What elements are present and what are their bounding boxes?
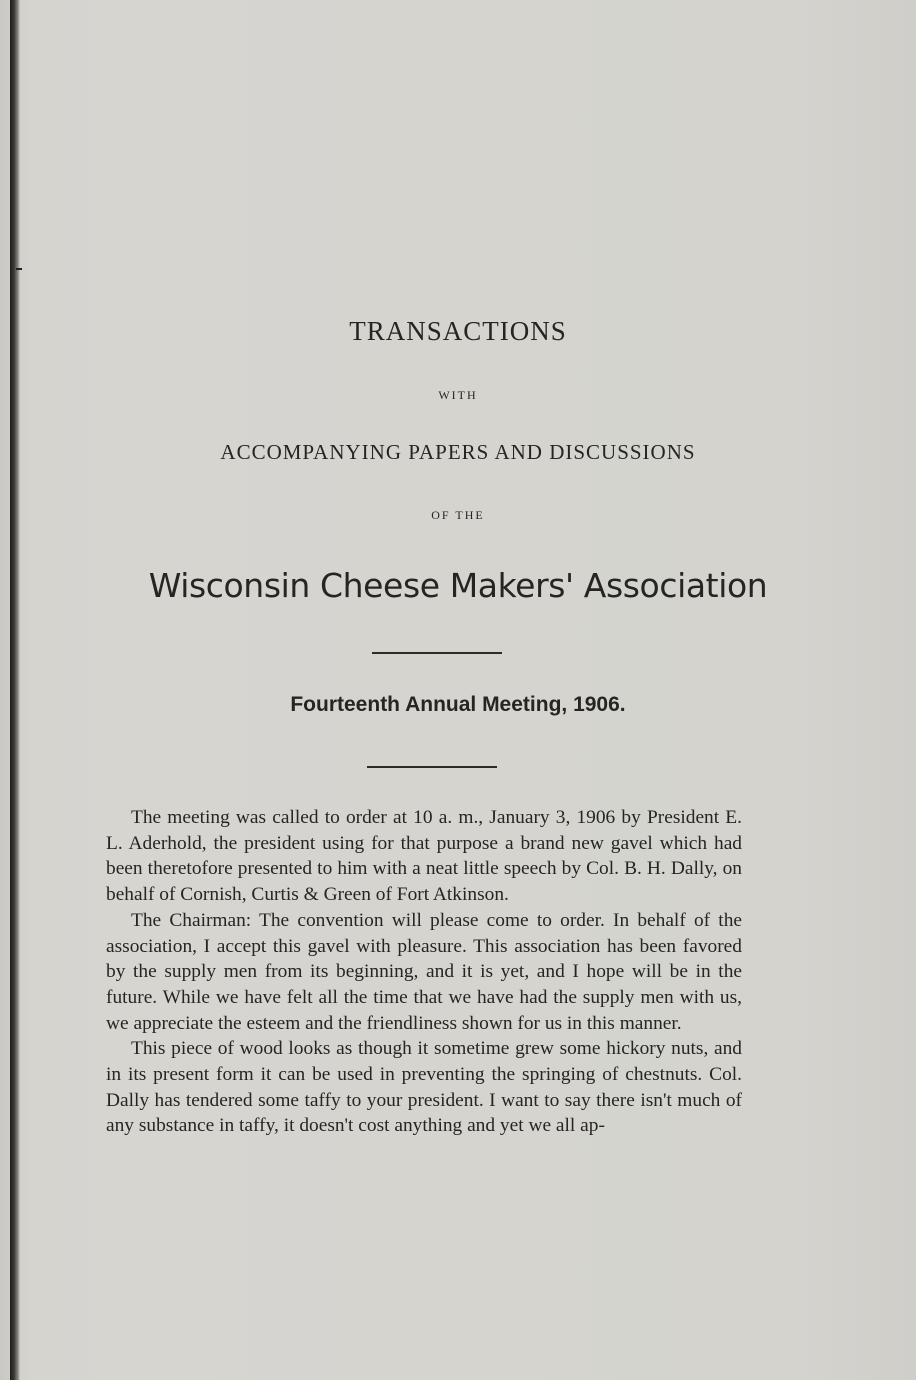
association-name: Wisconsin Cheese Makers' Association — [148, 566, 768, 605]
spine-mark — [16, 268, 22, 270]
with-label: WITH — [438, 388, 478, 402]
divider-bottom — [367, 766, 497, 768]
page-title: TRANSACTIONS — [349, 316, 567, 346]
book-spine-edge — [10, 0, 20, 1380]
paragraph-chairman: The Chairman: The convention will please come to order. In behalf of the association, I accept this gavel with pleasure. This association has been favored by the supply men from its beginning, and it is yet, and I hope will be in the future. While we have felt all the time that we have had the supply men with us, we appreciate the esteem and the friendliness shown for us in this manner. — [106, 909, 742, 1034]
divider-top — [372, 652, 502, 654]
meeting-heading: Fourteenth Annual Meeting, 1906. — [290, 693, 626, 716]
page-subtitle: ACCOMPANYING PAPERS AND DISCUSSIONS — [220, 440, 696, 464]
paragraph-opening: The meeting was called to order at 10 a. m., January 3, 1906 by President E. L. Aderhold, the president using for that purpose a brand new gavel which had been theretofore presented to him with a neat little speech by Col. B. H. Dally, on behalf of Cornish, Curtis & Green of Fort Atkinson. — [106, 807, 742, 906]
body-text — [106, 805, 742, 1139]
paragraph-gavel: This piece of wood looks as though it sometime grew some hickory nuts, and in its present form it can be used in preventing the springing of chestnuts. Col. Dally has tendered some taffy to your president. I want to say there isn't much of any substance in taffy, it doesn't cost anything and yet we all ap- — [106, 1038, 742, 1137]
of-the-label: OF THE — [431, 508, 485, 522]
